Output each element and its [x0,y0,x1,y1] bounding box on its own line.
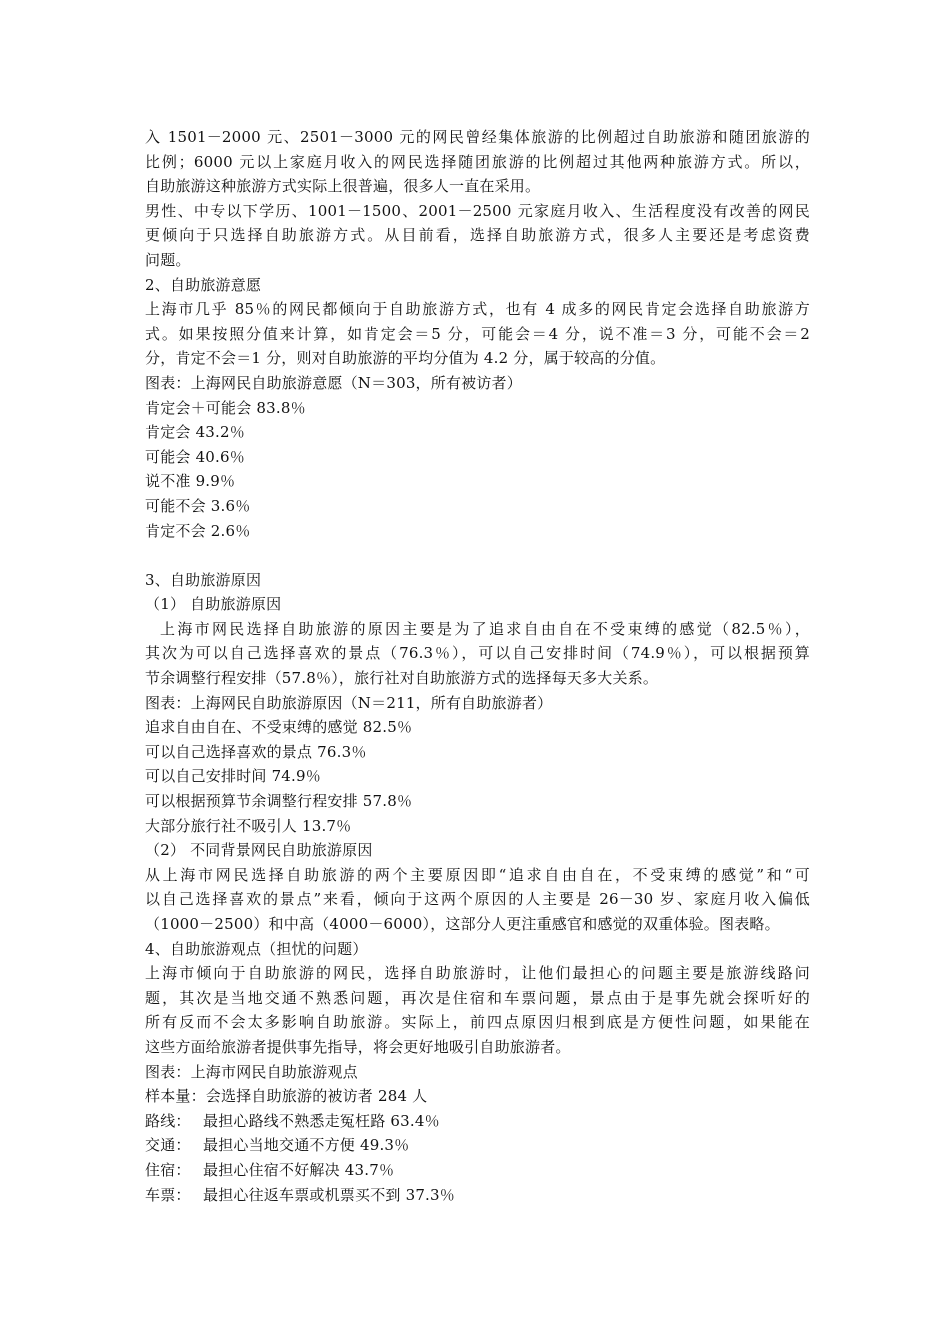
concern-item [145,1158,810,1183]
paragraph-line: 上海市网民选择自助旅游的原因主要是为了追求自由自在不受束缚的感觉（82.5％）， [160,619,810,638]
document-body [145,125,810,1207]
paragraph-line: 节余调整行程安排（57.8％），旅行社对自助旅游方式的选择每天多大关系。 [145,669,659,688]
concern-item [145,1109,810,1134]
data-item: 追求自由自在、不受束缚的感觉 82.5％ [145,718,413,737]
figure-caption: 图表：上海市网民自助旅游观点 [145,1062,358,1081]
data-item: 可以自己安排时间 74.9％ [145,767,321,786]
data-item: 可能会 40.6％ [145,447,245,466]
concern-text: 最担心住宿不好解决 43.7％ [203,1160,395,1179]
concern-item [145,1183,810,1208]
paragraph-line: 比例；6000 元以上家庭月收入的网民选择随团旅游的比例超过其他两种旅游方式。所以， [145,152,810,171]
paragraph-line: 入 1501－2000 元、2501－3000 元的网民曾经集体旅游的比例超过自助旅游和随团旅游的 [145,128,810,146]
concern-label: 车票： [145,1185,191,1204]
section-heading: 4、自助旅游观点（担忧的问题） [145,939,368,958]
subsection-heading: （1） 自助旅游原因 [145,595,282,614]
paragraph-line: 上海市几乎 85％的网民都倾向于自助旅游方式，也有 4 成多的网民肯定会选择自助旅游方 [145,300,810,319]
data-item: 大部分旅行社不吸引人 13.7％ [145,816,352,835]
figure-caption: 图表：上海网民自助旅游意愿（N＝303，所有被访者） [145,373,522,392]
data-item: 可以自己选择喜欢的景点 76.3％ [145,742,367,761]
concern-label: 路线： [145,1111,191,1130]
paragraph-line: 以自己选择喜欢的景点”来看，倾向于这两个原因的人主要是 26－30 岁、家庭月收入偏低 [145,890,810,909]
data-item: 可能不会 3.6％ [145,496,251,515]
paragraph-line: 其次为可以自己选择喜欢的景点（76.3％），可以自己安排时间（74.9％），可以根据预算 [145,644,810,663]
paragraph-line: 更倾向于只选择自助旅游方式。从目前看，选择自助旅游方式，很多人主要还是考虑资费 [145,226,810,245]
concern-text: 最担心路线不熟悉走冤枉路 63.4％ [203,1111,440,1130]
data-item: 说不准 9.9％ [145,472,236,491]
sample-size: 样本量：会选择自助旅游的被访者 284 人 [145,1087,428,1106]
data-item: 肯定会＋可能会 83.8％ [145,398,306,417]
paragraph-line: 这些方面给旅游者提供事先指导，将会更好地吸引自助旅游者。 [145,1037,571,1056]
data-item: 肯定不会 2.6％ [145,521,251,540]
section-heading: 2、自助旅游意愿 [145,275,262,294]
paragraph-line: 所有反而不会太多影响自助旅游。实际上，前四点原因归根到底是方便性问题，如果能在 [145,1013,810,1032]
figure-caption: 图表：上海网民自助旅游原因（N＝211，所有自助旅游者） [145,693,553,712]
paragraph-line: 题，其次是当地交通不熟悉问题，再次是住宿和车票问题，景点由于是事先就会探听好的 [145,988,810,1007]
paragraph-line: 从上海市网民选择自助旅游的两个主要原因即“追求自由自在，不受束缚的感觉”和“可 [145,865,810,884]
subsection-heading: （2） 不同背景网民自助旅游原因 [145,841,373,860]
paragraph-line: 自助旅游这种旅游方式实际上很普遍，很多人一直在采用。 [145,177,541,196]
paragraph-line: 问题。 [145,250,191,269]
paragraph-line: 分，肯定不会＝1 分，则对自助旅游的平均分值为 4.2 分，属于较高的分值。 [145,349,666,368]
concern-item [145,1133,810,1158]
data-item: 肯定会 43.2％ [145,423,245,442]
concern-text: 最担心当地交通不方便 49.3％ [203,1136,410,1155]
paragraph-line: 男性、中专以下学历、1001－1500、2001－2500 元家庭月收入、生活程度没有改善的网民 [145,201,810,220]
paragraph-line: （1000－2500）和中高（4000－6000），这部分人更注重感官和感觉的双重体验。图表略。 [145,915,780,933]
section-heading: 3、自助旅游原因 [145,570,262,589]
paragraph-line: 式。如果按照分值来计算，如肯定会＝5 分，可能会＝4 分，说不准＝3 分，可能不会＝2 [145,324,810,343]
blank-line [145,543,810,568]
data-item: 可以根据预算节余调整行程安排 57.8％ [145,792,413,811]
concern-label: 住宿： [145,1160,191,1179]
paragraph-line: 上海市倾向于自助旅游的网民，选择自助旅游时，让他们最担心的问题主要是旅游线路问 [145,964,810,983]
concern-text: 最担心往返车票或机票买不到 37.3％ [203,1185,455,1204]
concern-label: 交通： [145,1136,191,1155]
